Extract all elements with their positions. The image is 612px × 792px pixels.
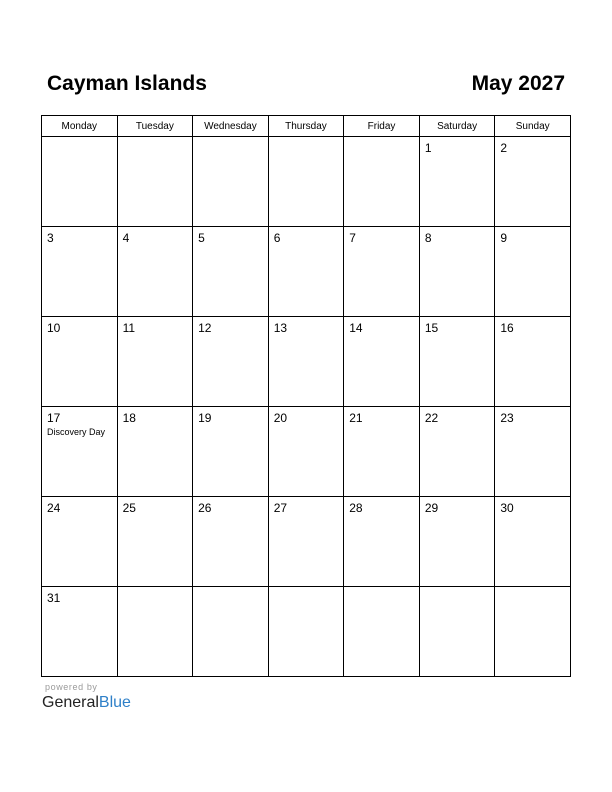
weekday-header: Thursday <box>268 116 344 137</box>
day-number: 3 <box>47 231 54 245</box>
weekday-header: Wednesday <box>193 116 269 137</box>
day-number: 27 <box>273 501 288 515</box>
day-cell <box>117 407 193 497</box>
day-number: 17 <box>47 411 61 425</box>
day-number <box>344 137 419 141</box>
day-number: 2 <box>500 141 508 155</box>
day-number: 5 <box>198 231 205 245</box>
day-cell <box>193 407 269 497</box>
day-number: 14 <box>349 321 363 335</box>
generalblue-logo[interactable] <box>42 694 131 712</box>
day-cell <box>268 317 344 407</box>
day-cell <box>495 317 571 407</box>
day-cell <box>268 497 344 587</box>
day-number <box>420 587 495 591</box>
day-cell <box>495 407 571 497</box>
day-number: 13 <box>273 321 288 335</box>
day-cell <box>42 227 118 317</box>
week-row <box>42 497 571 587</box>
weekday-header-row <box>42 116 571 137</box>
day-number: 29 <box>424 501 439 515</box>
day-cell <box>419 587 495 677</box>
day-number: 24 <box>47 501 61 515</box>
day-cell <box>117 587 193 677</box>
weekday-header: Friday <box>344 116 420 137</box>
day-cell <box>193 497 269 587</box>
day-number: 11 <box>122 321 136 335</box>
day-number: 18 <box>122 411 136 425</box>
day-cell <box>268 137 344 227</box>
day-cell <box>268 227 344 317</box>
day-number: 30 <box>500 501 514 515</box>
logo-text-blue: Blue <box>98 694 131 711</box>
day-cell <box>193 227 269 317</box>
day-number <box>193 137 268 141</box>
day-number <box>118 137 193 141</box>
month-year-title: May 2027 <box>471 72 565 95</box>
day-number: 10 <box>47 321 61 335</box>
day-cell <box>42 317 118 407</box>
day-number: 15 <box>424 321 439 335</box>
weekday-header: Monday <box>42 116 118 137</box>
day-cell <box>344 137 420 227</box>
day-number: 7 <box>349 231 356 245</box>
day-number <box>269 587 344 591</box>
day-number: 28 <box>349 501 363 515</box>
day-number <box>42 137 117 141</box>
calendar-grid <box>41 115 571 677</box>
day-cell <box>42 137 118 227</box>
day-cell <box>193 137 269 227</box>
day-number: 9 <box>500 231 508 245</box>
day-cell <box>117 137 193 227</box>
week-row <box>42 227 571 317</box>
weekday-header: Tuesday <box>117 116 193 137</box>
day-cell <box>193 317 269 407</box>
day-cell <box>495 227 571 317</box>
week-row <box>42 137 571 227</box>
day-cell <box>344 227 420 317</box>
day-number: 25 <box>122 501 136 515</box>
day-number: 12 <box>198 321 212 335</box>
day-number: 22 <box>424 411 439 425</box>
day-number: 20 <box>273 411 288 425</box>
day-number <box>344 587 419 591</box>
day-number: 8 <box>424 231 432 245</box>
day-cell <box>419 317 495 407</box>
day-cell <box>344 497 420 587</box>
day-cell <box>419 497 495 587</box>
holiday-label: Discovery Day <box>47 427 106 437</box>
day-number <box>269 137 344 141</box>
day-number <box>118 587 193 591</box>
day-cell <box>419 407 495 497</box>
day-number: 19 <box>198 411 212 425</box>
day-cell <box>117 497 193 587</box>
day-cell <box>344 587 420 677</box>
country-title: Cayman Islands <box>47 72 207 95</box>
day-cell <box>344 317 420 407</box>
day-number <box>193 587 268 591</box>
day-number: 23 <box>500 411 514 425</box>
day-cell <box>193 587 269 677</box>
day-number: 4 <box>122 231 130 245</box>
powered-by-label: powered by <box>45 682 98 692</box>
week-row <box>42 317 571 407</box>
day-number: 16 <box>500 321 514 335</box>
week-row <box>42 587 571 677</box>
day-number: 31 <box>47 591 61 605</box>
day-cell <box>344 407 420 497</box>
day-cell <box>419 137 495 227</box>
day-cell <box>42 587 118 677</box>
week-row <box>42 407 571 497</box>
day-cell <box>419 227 495 317</box>
day-cell <box>495 497 571 587</box>
day-cell <box>42 407 118 497</box>
day-number: 1 <box>424 141 432 155</box>
day-cell <box>117 317 193 407</box>
logo-text-general: General <box>42 694 99 711</box>
day-number <box>495 587 570 591</box>
day-cell <box>495 587 571 677</box>
day-cell <box>268 407 344 497</box>
day-number: 6 <box>273 231 281 245</box>
day-cell <box>117 227 193 317</box>
day-cell <box>268 587 344 677</box>
day-number: 21 <box>349 411 363 425</box>
day-number: 26 <box>198 501 212 515</box>
day-cell <box>495 137 571 227</box>
day-cell <box>42 497 118 587</box>
weekday-header: Sunday <box>495 116 571 137</box>
weekday-header: Saturday <box>419 116 495 137</box>
